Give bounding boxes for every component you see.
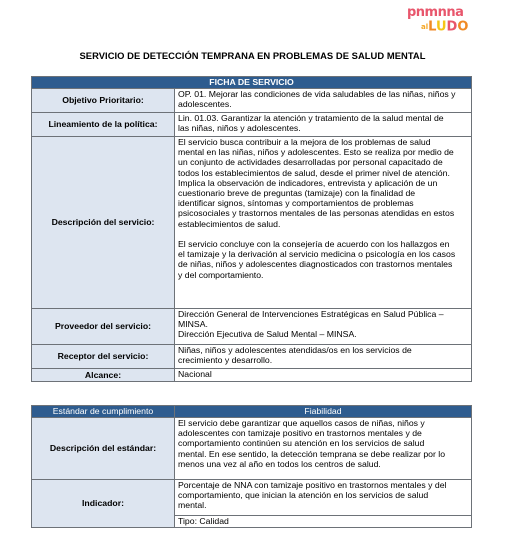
row-value: Niñas, niños y adolescentes atendidas/os en los servicios de crecimiento y desarrollo. <box>175 345 472 369</box>
table-row <box>32 345 472 369</box>
table-row <box>32 89 472 113</box>
row-value: Lin. 01.03. Garantizar la atención y tratamiento de la salud mental de las niñas, niños y adolescentes. <box>175 113 472 137</box>
table-row <box>32 480 472 516</box>
row-value: OP. 01. Mejorar las condiciones de vida saludables de las niñas, niños y adolescentes. <box>175 89 472 113</box>
row-label: Descripción del servicio: <box>32 137 175 309</box>
ficha-header: FICHA DE SERVICIO <box>32 77 472 89</box>
row-value: Porcentaje de NNA con tamizaje positivo en trastornos mentales y del comportamiento, que inician la atención en los servicios de salud mental. <box>175 480 472 516</box>
table-row <box>32 113 472 137</box>
document-title: SERVICIO DE DETECCIÓN TEMPRANA EN PROBLEMAS DE SALUD MENTAL <box>79 50 426 61</box>
estandar-header-left: Estándar de cumplimiento <box>32 406 175 418</box>
row-value <box>175 137 472 309</box>
logo-subwordmark: alLUDO <box>421 19 469 35</box>
row-value: Dirección General de Intervenciones Estratégicas en Salud Pública – MINSA. Dirección Ejecutiva de Salud Mental – MINSA. <box>175 309 472 345</box>
row-label: Receptor del servicio: <box>32 345 175 369</box>
row-value: Nacional <box>175 369 472 382</box>
description-paragraph-1: El servicio busca contribuir a la mejora de los problemas de salud mental en las niñas, niños y adolescentes. Esto se realiza por medio de un conjunto de actividades desarrolladas por personal capacitado de todos los establecimientos de salud, desde el primer nivel de atención. Implica la observación de indicadores, entrevista y aplicación de un cuestionario breve de preguntas (tamizaje) con la finalidad de identificar signos, síntomas y comportamientos de problemas psicosociales y trastornos mentales de las personas atendidas en estos establecimientos de salud. <box>178 137 455 229</box>
table-row <box>32 418 472 480</box>
row-label: Objetivo Prioritario: <box>32 89 175 113</box>
row-label: Proveedor del servicio: <box>32 309 175 345</box>
row-value: El servicio debe garantizar que aquellos casos de niñas, niños y adolescentes con tamizaje positivo en trastornos mentales y de comportamiento continúen su atención en los servicios de salud mental. En ese sentido, la detección temprana se debe realizar por lo menos una vez al año en todos los centros de salud. <box>175 418 472 480</box>
estandar-table <box>31 405 472 528</box>
table-row <box>32 137 472 309</box>
row-label: Alcance: <box>32 369 175 382</box>
pnmnna-logo <box>407 5 469 36</box>
row-value: Tipo: Calidad <box>175 516 472 528</box>
description-paragraph-2: El servicio concluye con la consejería de acuerdo con los hallazgos en el tamizaje y la derivación al servicio medicina o psicología en los casos de niñas, niños y adolescentes diagnosticados con trastornos mentales y del comportamiento. <box>178 239 456 280</box>
estandar-header-right: Fiabilidad <box>175 406 472 418</box>
row-label: Indicador: <box>32 480 175 528</box>
row-label: Descripción del estándar: <box>32 418 175 480</box>
row-label: Lineamiento de la política: <box>32 113 175 137</box>
table-row <box>32 369 472 382</box>
ficha-servicio-table <box>31 76 472 382</box>
table-row <box>32 309 472 345</box>
estandar-header <box>32 406 472 418</box>
logo-wordmark: pnmnna <box>407 5 464 20</box>
